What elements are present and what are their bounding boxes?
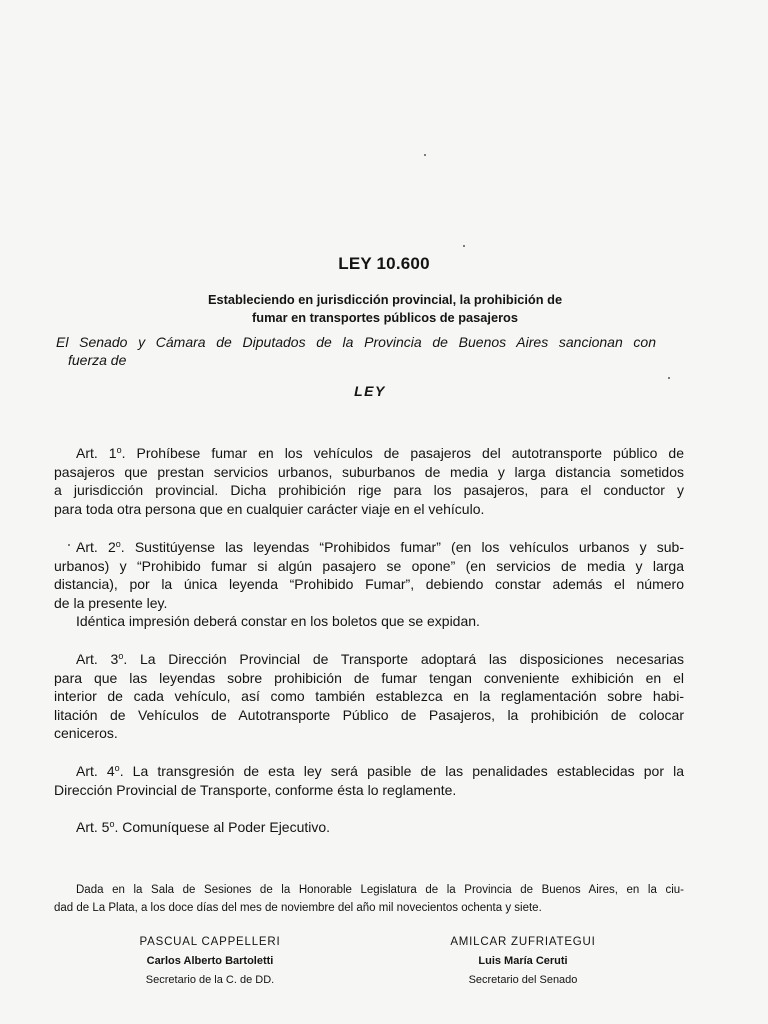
ordinal-mark: o (115, 539, 121, 549)
signature-block-right (413, 933, 633, 990)
enacting-clause (56, 333, 656, 369)
scan-speck (424, 154, 426, 156)
article-text: . La transgresión de esta ley será pasible de las penalidades establecidas por la (119, 763, 684, 779)
article-line: pasajeros que prestan servicios urbanos, suburbanos de media y larga distancia sometidos (54, 463, 684, 480)
article-line (54, 650, 684, 669)
enacting-line: fuerza de (68, 352, 127, 368)
article-line: urbanos) y “Prohibido fumar si algún pasajero se opone” (en servicios de media y larga (54, 557, 684, 574)
article-5 (54, 818, 684, 837)
article-label: Art. 5 (76, 819, 110, 835)
article-2 (54, 538, 684, 631)
secretary-name: Carlos Alberto Bartoletti (146, 955, 274, 967)
article-text: . Sustitúyense las leyendas “Prohibidos fumar” (en los vehículos urbanos y sub- (120, 539, 684, 555)
secretary-name: Luis María Ceruti (478, 955, 568, 967)
law-title: LEY 10.600 (338, 254, 430, 273)
law-subtitle (120, 291, 650, 327)
article-line: litación de Vehículos de Autotransporte Público de Pasajeros, la prohibición de colocar (54, 706, 684, 723)
subtitle-line: Estableciendo en jurisdicción provincial, la prohibición de (207, 292, 563, 307)
article-line: ceniceros. (54, 725, 118, 741)
article-line: a jurisdicción provincial. Dicha prohibición rige para los pasajeros, para el conductor y (54, 482, 684, 498)
scan-speck (463, 245, 465, 247)
given-clause (54, 881, 684, 917)
given-line: dad de La Plata, a los doce días del mes de noviembre del año mil novecientos ochenta y siete. (54, 902, 542, 914)
secretary-role: Secretario de la C. de DD. (145, 974, 275, 986)
enacting-line: El Senado y Cámara de Diputados de la Provincia de Buenos Aires sancionan con (56, 334, 656, 350)
ordinal-mark: o (114, 763, 120, 773)
article-label: Art. 1 (76, 445, 117, 461)
article-line (54, 538, 684, 557)
article-line: interior de cada vehículo, así como también establezca en la reglamentación sobre habi- (54, 688, 684, 704)
article-line: para toda otra persona que en cualquier carácter viaje en el vehículo. (54, 500, 485, 517)
ley-heading: LEY (354, 383, 386, 399)
secretary-role: Secretario del Senado (468, 974, 578, 986)
signatory-name: AMILCAR ZUFRIATEGUI (450, 936, 596, 948)
article-text: . La Dirección Provincial de Transporte adoptará las disposiciones necesarias (123, 651, 684, 667)
article-label: Art. 2 (76, 539, 116, 555)
article-line: distancia), por la única leyenda “Prohibido Fumar”, debiendo constar además el número (54, 576, 684, 592)
article-4 (54, 762, 684, 799)
article-text: . Comuníquese al Poder Ejecutivo. (114, 819, 331, 835)
article-line: Idéntica impresión deberá constar en los boletos que se expidan. (76, 613, 480, 629)
signatory-name: PASCUAL CAPPELLERI (139, 936, 281, 948)
article-line (54, 444, 684, 463)
article-line: Dirección Provincial de Transporte, conforme ésta lo reglamente. (54, 781, 457, 798)
article-line (54, 762, 684, 781)
article-line (54, 818, 684, 837)
ordinal-mark: o (109, 819, 115, 829)
article-3 (54, 650, 684, 743)
ordinal-mark: o (118, 651, 124, 661)
article-label: Art. 4 (76, 763, 115, 779)
article-line: de la presente ley. (54, 594, 168, 611)
subtitle-line: fumar en transportes públicos de pasajeros (252, 310, 518, 325)
article-text: . Prohíbese fumar en los vehículos de pasajeros del autotransporte público de (121, 445, 684, 461)
article-label: Art. 3 (76, 651, 119, 667)
article-1 (54, 444, 684, 518)
ordinal-mark: o (116, 445, 122, 455)
article-line: para que las leyendas sobre prohibición de fumar tengan conveniente exhibición en el (54, 669, 684, 686)
given-line: Dada en la Sala de Sesiones de la Honorable Legislatura de la Provincia de Buenos Aires, en la ciu- (76, 884, 684, 896)
scan-speck (668, 377, 670, 379)
signature-block-left (100, 933, 320, 990)
